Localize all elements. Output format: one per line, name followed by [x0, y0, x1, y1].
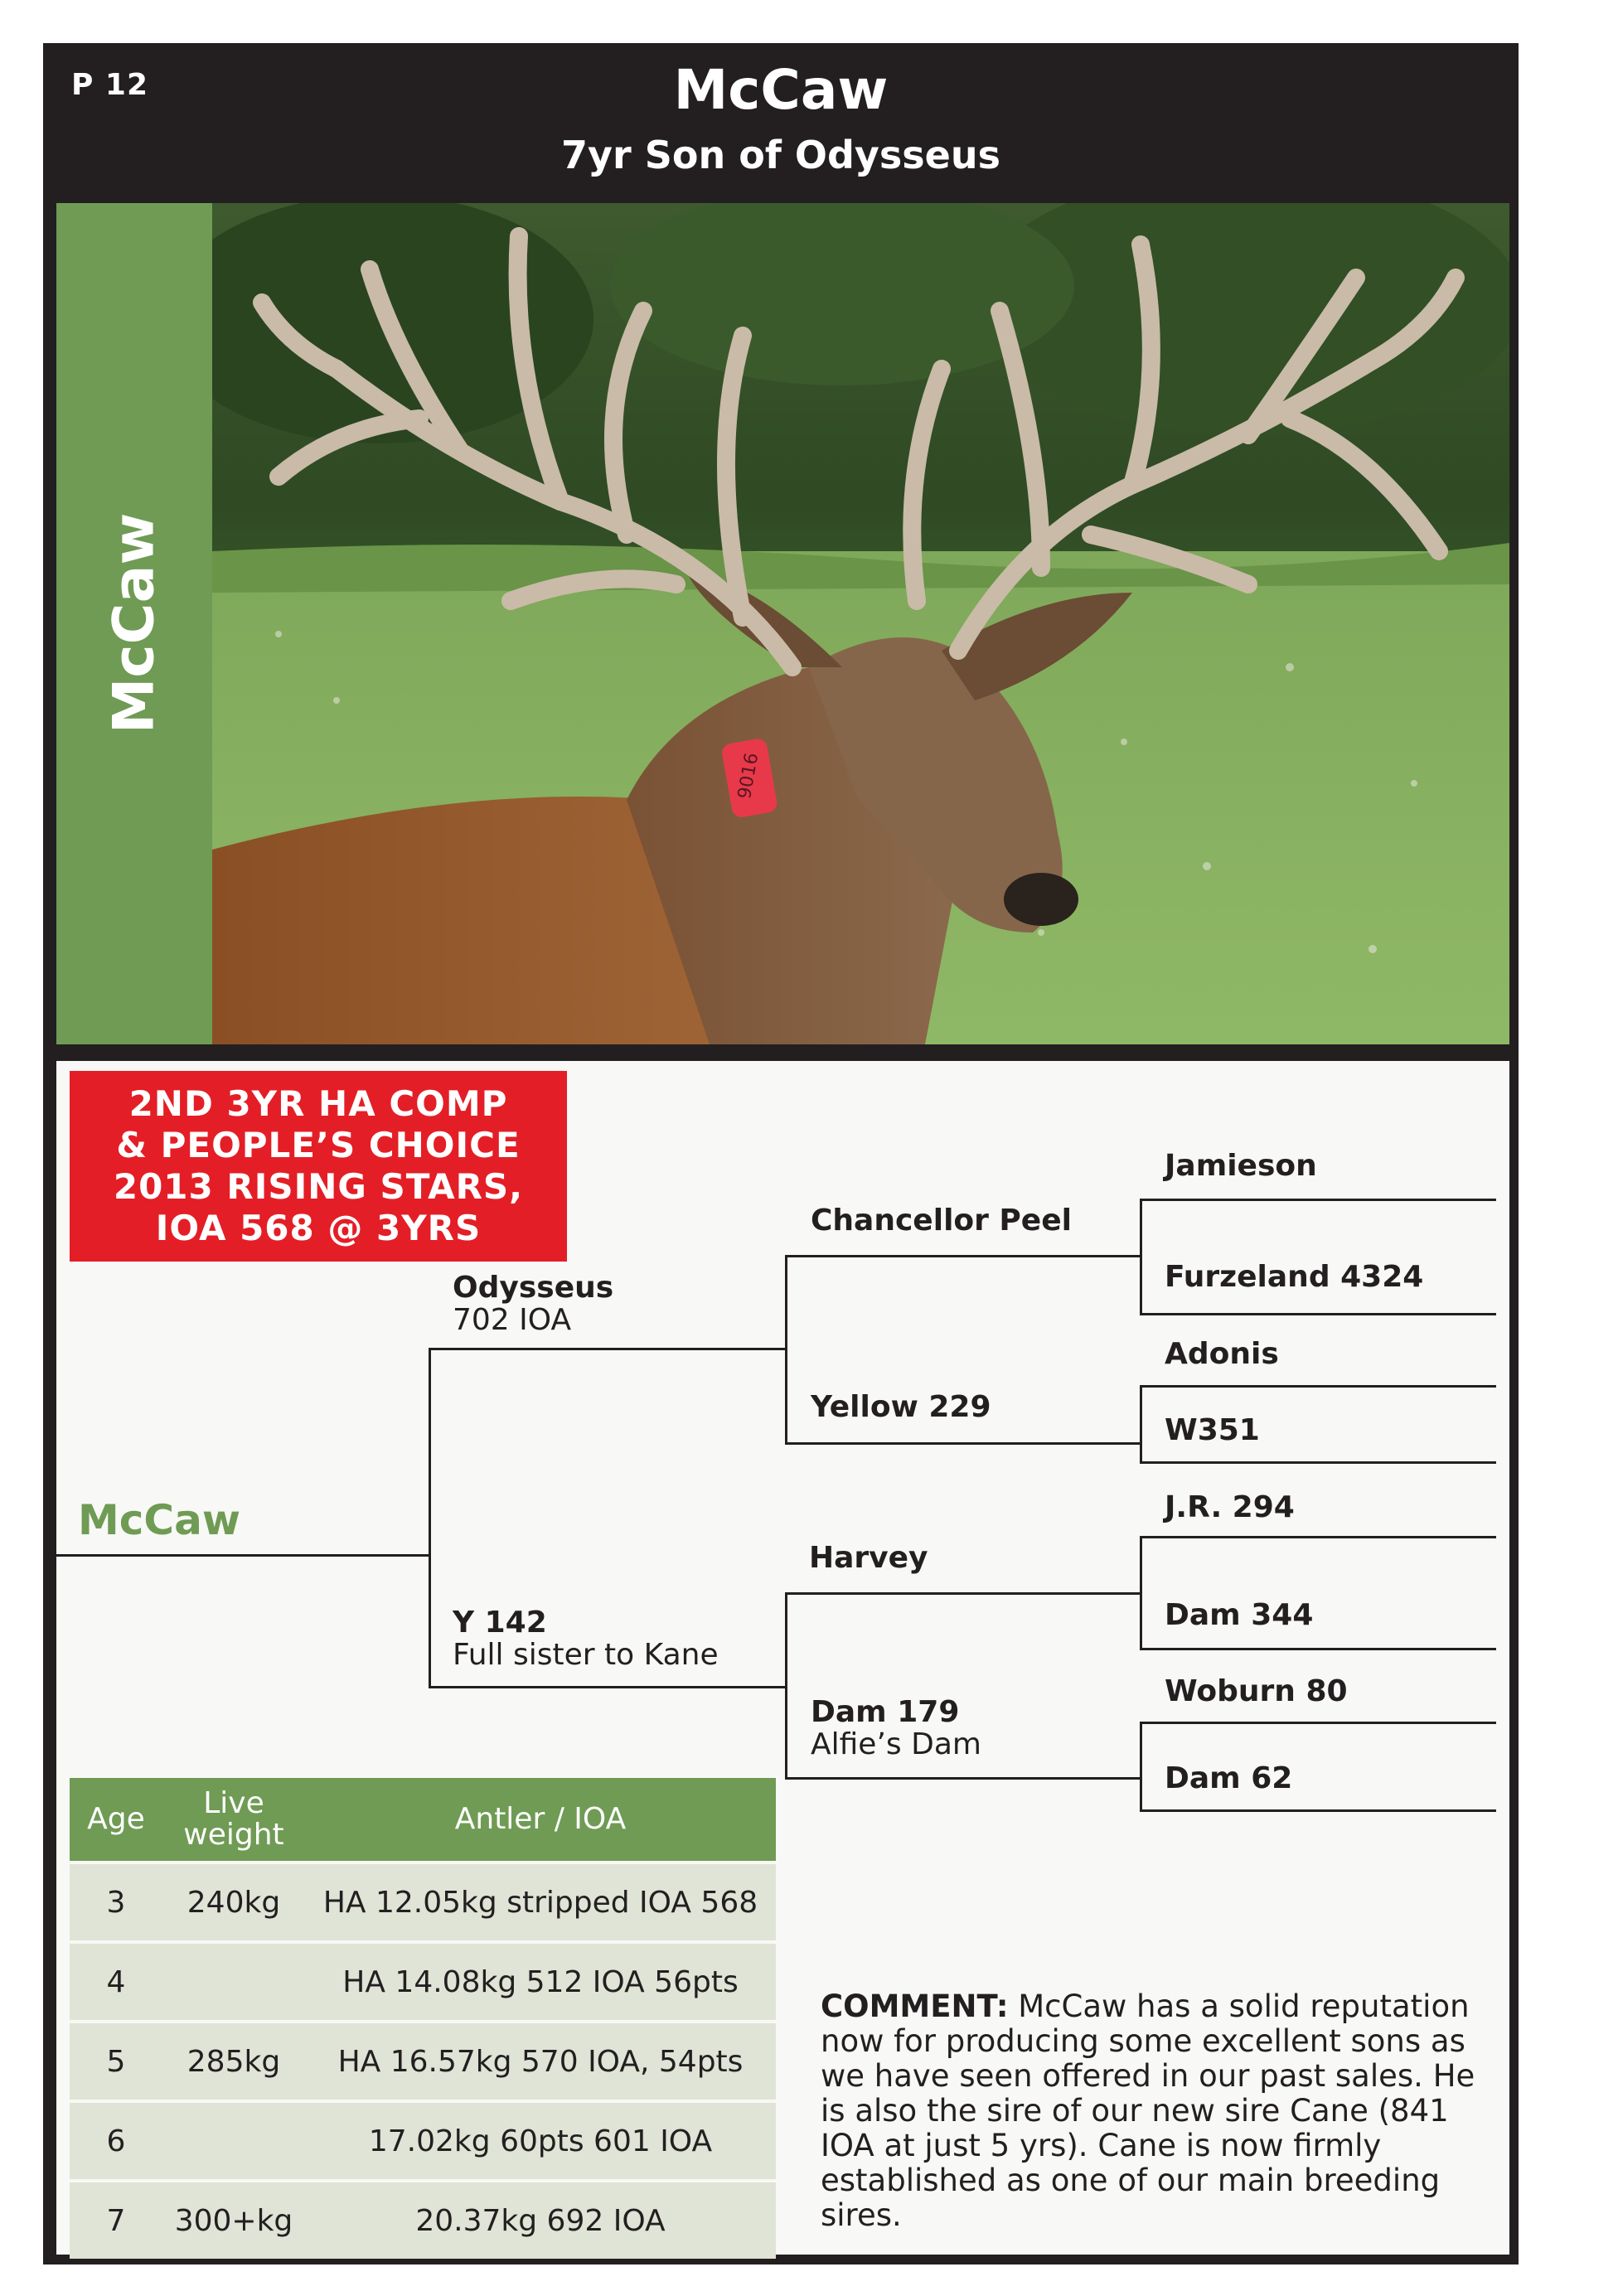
col-weight: Live weight — [162, 1778, 305, 1862]
table-row — [70, 2181, 776, 2259]
gg-name: Adonis — [1165, 1337, 1279, 1371]
records-table — [70, 1778, 776, 2259]
comment-block — [821, 1989, 1484, 2233]
comment-text: McCaw has a solid reputation now for producing some excellent sons as we have seen offered in our past sales. He is also the sire of our new sire Cane (841 IOA at just 5 yrs). Cane is now firmly established as one of our main breeding sires. — [821, 1988, 1475, 2233]
connector-line — [429, 1349, 431, 1688]
gg-name: W351 — [1165, 1413, 1260, 1447]
connector-line — [429, 1348, 787, 1350]
connector-line — [1140, 1385, 1496, 1388]
connector-line — [429, 1686, 787, 1688]
cell-antler: 17.02kg 60pts 601 IOA — [305, 2101, 776, 2181]
sire-name: Odysseus — [453, 1271, 614, 1305]
dam-sire-name: Harvey — [809, 1541, 928, 1575]
gg-name: Woburn 80 — [1165, 1674, 1348, 1708]
connector-line — [1140, 1537, 1142, 1649]
award-banner — [70, 1071, 567, 1262]
stag-photo — [212, 203, 1509, 1044]
table-row — [70, 1942, 776, 2022]
cell-age: 7 — [70, 2181, 162, 2259]
dam-dam-detail: Alfie’s Dam — [811, 1727, 981, 1761]
gg-name: Dam 62 — [1165, 1761, 1293, 1795]
connector-line — [785, 1777, 1141, 1780]
cell-weight: 300+kg — [162, 2181, 305, 2259]
connector-line — [785, 1593, 787, 1779]
gg-name: Dam 344 — [1165, 1598, 1314, 1632]
connector-line — [785, 1256, 787, 1444]
connector-line — [1140, 1200, 1142, 1315]
award-line: 2013 RISING STARS, — [113, 1166, 524, 1207]
connector-line — [1140, 1386, 1142, 1462]
connector-line — [1140, 1313, 1496, 1315]
cell-age: 3 — [70, 1862, 162, 1942]
table-row — [70, 2022, 776, 2101]
dam-dam-name: Dam 179 — [811, 1695, 960, 1729]
page-title: McCaw — [673, 58, 889, 122]
page-subtitle: 7yr Son of Odysseus — [561, 133, 1000, 177]
award-line: & PEOPLE’S CHOICE — [116, 1125, 521, 1165]
cell-weight — [162, 1942, 305, 2022]
award-line: IOA 568 @ 3YRS — [155, 1208, 482, 1248]
award-line: 2ND 3YR HA COMP — [128, 1083, 508, 1124]
sire-dam-name: Yellow 229 — [811, 1390, 991, 1424]
page-label: P 12 — [71, 68, 149, 102]
gg-name: Furzeland 4324 — [1165, 1260, 1424, 1294]
connector-line — [56, 1554, 431, 1557]
table-row — [70, 1862, 776, 1942]
dam-detail: Full sister to Kane — [453, 1638, 719, 1672]
subject-name: McCaw — [78, 1496, 241, 1544]
cell-age: 4 — [70, 1942, 162, 2022]
connector-line — [1140, 1536, 1496, 1538]
svg-text:9016: 9016 — [734, 751, 763, 801]
connector-line — [785, 1442, 1141, 1445]
cell-age: 6 — [70, 2101, 162, 2181]
col-age: Age — [70, 1778, 162, 1862]
table-row — [70, 2101, 776, 2181]
cell-antler: HA 14.08kg 512 IOA 56pts — [305, 1942, 776, 2022]
connector-line — [1140, 1809, 1496, 1812]
cell-weight — [162, 2101, 305, 2181]
sire-sire-name: Chancellor Peel — [811, 1204, 1072, 1238]
connector-line — [1140, 1722, 1496, 1724]
connector-line — [785, 1255, 1141, 1257]
side-label: McCaw — [101, 512, 167, 734]
dam-name: Y 142 — [453, 1606, 547, 1640]
cell-antler: HA 12.05kg stripped IOA 568 — [305, 1862, 776, 1942]
stag-illustration — [212, 203, 1509, 1044]
col-antler: Antler / IOA — [305, 1778, 776, 1862]
cell-weight: 285kg — [162, 2022, 305, 2101]
gg-name: Jamieson — [1165, 1149, 1317, 1183]
connector-line — [1140, 1648, 1496, 1650]
connector-line — [1140, 1199, 1496, 1201]
records-header-row — [70, 1778, 776, 1862]
connector-line — [1140, 1461, 1496, 1464]
cell-weight: 240kg — [162, 1862, 305, 1942]
cell-antler: 20.37kg 692 IOA — [305, 2181, 776, 2259]
connector-line — [1140, 1722, 1142, 1810]
cell-antler: HA 16.57kg 570 IOA, 54pts — [305, 2022, 776, 2101]
connector-line — [785, 1592, 1141, 1595]
gg-name: J.R. 294 — [1165, 1490, 1295, 1524]
comment-label: COMMENT: — [821, 1988, 1009, 2024]
sire-detail: 702 IOA — [453, 1303, 572, 1337]
cell-age: 5 — [70, 2022, 162, 2101]
